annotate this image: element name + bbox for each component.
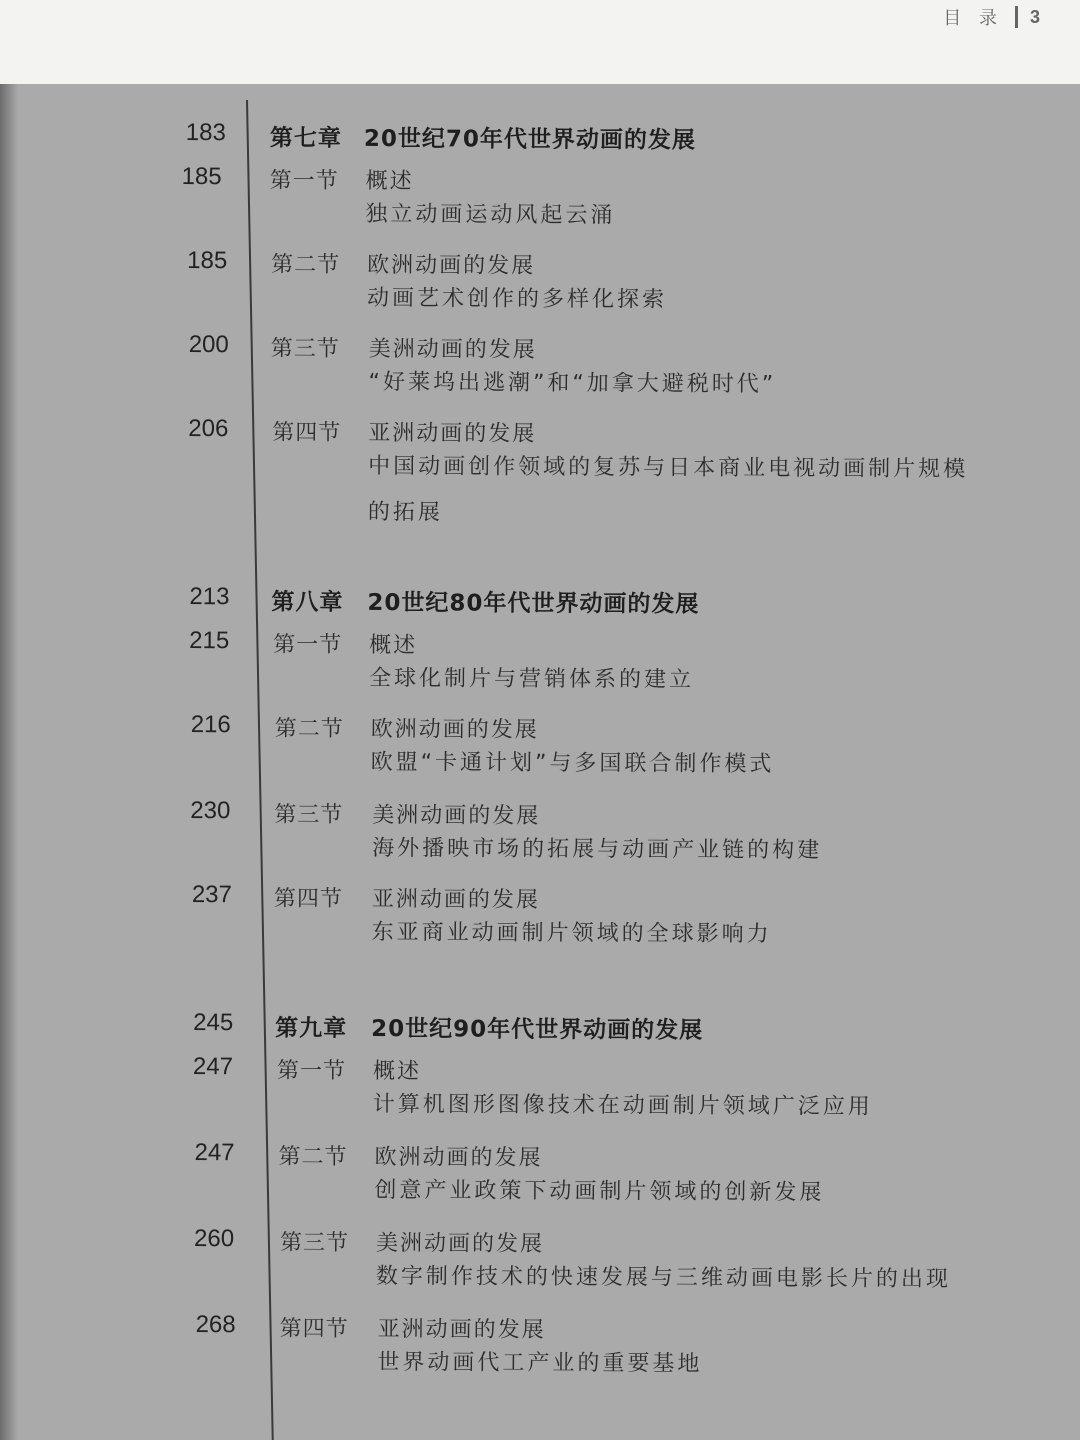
section-title: 美洲动画的发展 bbox=[372, 802, 541, 829]
section-title: 欧洲动画的发展 bbox=[374, 1144, 543, 1171]
section-page-number: 206 bbox=[188, 414, 229, 443]
section-label: 第三节 bbox=[270, 336, 340, 362]
chapter-title: 20世纪90年代世界动画的发展 bbox=[371, 1015, 704, 1044]
section-page-number: 247 bbox=[194, 1139, 235, 1167]
section-subtitle: 欧盟“卡通计划”与多国联合制作模式 bbox=[370, 749, 775, 778]
section-title: 欧洲动画的发展 bbox=[367, 252, 536, 279]
section-label: 第四节 bbox=[273, 886, 343, 912]
running-head-title: 目 录 bbox=[943, 8, 1003, 29]
section-title: 概述 bbox=[372, 1058, 422, 1085]
page-gutter-shadow bbox=[0, 84, 18, 1440]
section-label: 第一节 bbox=[269, 168, 339, 194]
section-subtitle: 全球化制片与营销体系的建立 bbox=[368, 665, 695, 693]
section-title: 亚洲动画的发展 bbox=[368, 420, 537, 447]
chapter-label: 第九章 bbox=[275, 1015, 348, 1042]
section-page-number: 200 bbox=[188, 330, 229, 359]
section-subtitle: “好莱坞出逃潮”和“加拿大避税时代” bbox=[368, 369, 777, 398]
section-page-number: 230 bbox=[190, 797, 231, 825]
section-label: 第一节 bbox=[276, 1058, 347, 1084]
section-subtitle: 中国动画创作领域的复苏与日本商业电视动画制片规模的拓展 bbox=[367, 453, 969, 526]
section-subtitle: 动画艺术创作的多样化探索 bbox=[366, 285, 668, 313]
section-page-number: 185 bbox=[187, 246, 228, 275]
running-head bbox=[943, 4, 1040, 30]
section-label: 第一节 bbox=[273, 632, 343, 658]
section-label: 第三节 bbox=[280, 1230, 350, 1256]
section-title: 美洲动画的发展 bbox=[368, 336, 537, 363]
section-page-number: 247 bbox=[192, 1053, 234, 1081]
section-label: 第二节 bbox=[278, 1144, 348, 1170]
chapter-page-number: 213 bbox=[189, 582, 230, 611]
section-label: 第三节 bbox=[274, 802, 344, 828]
section-title: 概述 bbox=[369, 632, 418, 659]
section-title: 概述 bbox=[365, 168, 414, 195]
section-label: 第二节 bbox=[274, 716, 344, 742]
section-subtitle: 独立动画运动风起云涌 bbox=[365, 201, 616, 229]
section-page-number: 237 bbox=[191, 881, 232, 909]
section-title: 亚洲动画的发展 bbox=[371, 886, 540, 913]
section-title: 亚洲动画的发展 bbox=[377, 1316, 546, 1343]
running-head-divider bbox=[1015, 6, 1018, 28]
section-page-number: 260 bbox=[193, 1225, 235, 1253]
section-page-number: 215 bbox=[189, 626, 230, 655]
section-page-number: 216 bbox=[190, 711, 231, 739]
section-label: 第二节 bbox=[271, 252, 341, 278]
section-subtitle: 创意产业政策下动画制片领域的创新发展 bbox=[374, 1177, 825, 1206]
chapter-page-number: 245 bbox=[193, 1009, 234, 1037]
section-label: 第四节 bbox=[279, 1316, 349, 1342]
section-page-number: 185 bbox=[181, 162, 222, 191]
chapter-page-number: 183 bbox=[185, 118, 226, 147]
chapter-title: 20世纪70年代世界动画的发展 bbox=[363, 125, 696, 154]
section-title: 美洲动画的发展 bbox=[376, 1230, 545, 1257]
section-title: 欧洲动画的发展 bbox=[370, 716, 539, 743]
chapter-label: 第八章 bbox=[271, 589, 344, 616]
section-label: 第四节 bbox=[272, 420, 342, 446]
running-head-page-number: 3 bbox=[1029, 6, 1040, 27]
section-page-number: 268 bbox=[195, 1311, 236, 1339]
section-subtitle: 东亚商业动画制片领域的全球影响力 bbox=[371, 919, 772, 948]
section-subtitle: 世界动画代工产业的重要基地 bbox=[377, 1349, 703, 1377]
section-subtitle: 数字制作技术的快速发展与三维动画电影长片的出现 bbox=[375, 1263, 951, 1292]
section-subtitle: 计算机图形图像技术在动画制片领域广泛应用 bbox=[372, 1091, 873, 1120]
chapter-label: 第七章 bbox=[269, 125, 342, 152]
section-subtitle: 海外播映市场的拓展与动画产业链的构建 bbox=[372, 835, 823, 864]
chapter-title: 20世纪80年代世界动画的发展 bbox=[367, 589, 700, 618]
